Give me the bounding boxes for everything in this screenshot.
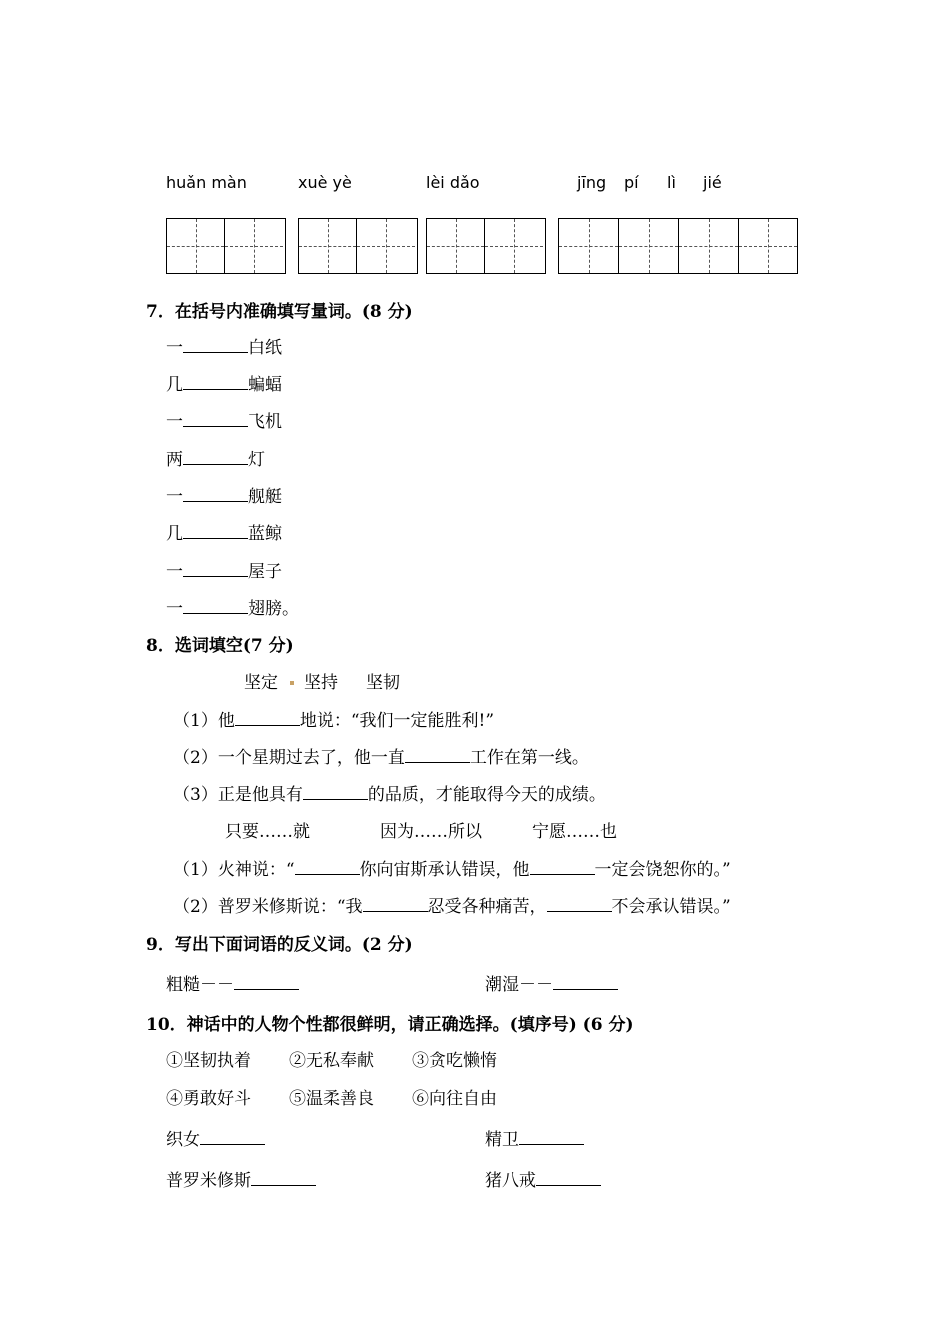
grid-cell[interactable] bbox=[427, 219, 485, 273]
answer-blank[interactable] bbox=[183, 483, 248, 502]
grid-cell[interactable] bbox=[357, 219, 415, 273]
grid-cell[interactable] bbox=[485, 219, 543, 273]
answer-blank[interactable] bbox=[530, 856, 595, 875]
answer-blank[interactable] bbox=[536, 1167, 601, 1186]
sentence-text: （1）火神说：“ bbox=[173, 860, 295, 880]
answer-blank[interactable] bbox=[183, 371, 248, 390]
answer-blank[interactable] bbox=[363, 893, 428, 912]
sentence-text: 一定会饶恕你的。” bbox=[594, 860, 731, 880]
sentence-text: （1）他 bbox=[173, 711, 235, 731]
answer-blank[interactable] bbox=[251, 1167, 316, 1186]
pinyin-jing: jīng bbox=[577, 173, 607, 192]
pinyin-li: lì bbox=[667, 173, 676, 192]
pinyin-leidao: lèi dǎo bbox=[426, 173, 480, 192]
grid-cell[interactable] bbox=[225, 219, 283, 273]
character-name: 织女 bbox=[166, 1130, 200, 1150]
item-noun: 蝙蝠 bbox=[248, 375, 282, 395]
sentence-text: （2）一个星期过去了，他一直 bbox=[173, 748, 405, 768]
measure-word-item bbox=[166, 407, 282, 432]
question-7-title: 7．在括号内准确填写量词。(8 分) bbox=[146, 302, 413, 322]
antonym-item bbox=[166, 970, 299, 995]
item-noun: 飞机 bbox=[248, 412, 282, 432]
pinyin-jie: jié bbox=[703, 173, 722, 192]
word-option: 坚韧 bbox=[366, 673, 400, 693]
item-noun: 蓝鲸 bbox=[248, 524, 282, 544]
antonym-word: 潮湿－－ bbox=[485, 975, 553, 995]
measure-word-item bbox=[166, 333, 282, 358]
answer-blank[interactable] bbox=[234, 971, 299, 990]
measure-word-item bbox=[166, 594, 299, 619]
item-prefix: 一 bbox=[166, 487, 183, 507]
answer-blank[interactable] bbox=[303, 781, 368, 800]
answer-blank[interactable] bbox=[553, 971, 618, 990]
word-option: 宁愿……也 bbox=[532, 822, 617, 842]
writing-grid-xueye[interactable] bbox=[298, 218, 418, 274]
sentence-text: 工作在第一线。 bbox=[469, 748, 589, 768]
item-noun: 屋子 bbox=[248, 562, 282, 582]
grid-cell[interactable] bbox=[619, 219, 679, 273]
character-name: 普罗米修斯 bbox=[166, 1171, 251, 1191]
character-item bbox=[166, 1166, 316, 1191]
character-name: 精卫 bbox=[485, 1130, 519, 1150]
dot-mark bbox=[290, 681, 294, 685]
antonym-word: 粗糙－－ bbox=[166, 975, 234, 995]
writing-grid-leidao[interactable] bbox=[426, 218, 546, 274]
word-option: 因为……所以 bbox=[380, 822, 482, 842]
option: ⑤温柔善良 bbox=[289, 1089, 374, 1109]
option: ③贪吃懒惰 bbox=[412, 1051, 497, 1071]
item-prefix: 一 bbox=[166, 599, 183, 619]
question-9-title: 9．写出下面词语的反义词。(2 分) bbox=[146, 935, 413, 955]
measure-word-item bbox=[166, 482, 282, 507]
answer-blank[interactable] bbox=[405, 744, 470, 763]
grid-cell[interactable] bbox=[679, 219, 739, 273]
writing-grid-jingpilijie[interactable] bbox=[558, 218, 798, 274]
fill-sentence bbox=[173, 855, 731, 880]
answer-blank[interactable] bbox=[295, 856, 360, 875]
option: ②无私奉献 bbox=[289, 1051, 374, 1071]
sentence-text: 不会承认错误。” bbox=[611, 897, 731, 917]
word-option: 只要……就 bbox=[225, 822, 310, 842]
word-bank-2 bbox=[225, 817, 617, 842]
sentence-text: （3）正是他具有 bbox=[173, 785, 303, 805]
question-8-title: 8．选词填空(7 分) bbox=[146, 636, 294, 656]
grid-cell[interactable] bbox=[559, 219, 619, 273]
fill-sentence bbox=[173, 706, 494, 731]
answer-blank[interactable] bbox=[183, 558, 248, 577]
grid-cell[interactable] bbox=[167, 219, 225, 273]
character-item bbox=[485, 1125, 584, 1150]
grid-cell[interactable] bbox=[299, 219, 357, 273]
answer-blank[interactable] bbox=[183, 446, 248, 465]
measure-word-item bbox=[166, 557, 282, 582]
sentence-text: 的品质，才能取得今天的成绩。 bbox=[367, 785, 606, 805]
answer-blank[interactable] bbox=[183, 334, 248, 353]
character-item bbox=[166, 1125, 265, 1150]
item-noun: 翅膀。 bbox=[248, 599, 299, 619]
measure-word-item bbox=[166, 445, 265, 470]
option: ⑥向往自由 bbox=[412, 1089, 497, 1109]
option: ①坚韧执着 bbox=[166, 1051, 251, 1071]
item-prefix: 一 bbox=[166, 562, 183, 582]
sentence-text: 忍受各种痛苦， bbox=[427, 897, 547, 917]
grid-cell[interactable] bbox=[739, 219, 797, 273]
fill-sentence bbox=[173, 892, 731, 917]
item-prefix: 一 bbox=[166, 338, 183, 358]
option: ④勇敢好斗 bbox=[166, 1089, 251, 1109]
item-prefix: 两 bbox=[166, 450, 183, 470]
item-prefix: 几 bbox=[166, 375, 183, 395]
pinyin-xueye: xuè yè bbox=[298, 173, 352, 192]
pinyin-huanman: huǎn màn bbox=[166, 173, 247, 192]
item-prefix: 几 bbox=[166, 524, 183, 544]
answer-blank[interactable] bbox=[235, 707, 300, 726]
answer-blank[interactable] bbox=[519, 1126, 584, 1145]
sentence-text: （2）普罗米修斯说：“我 bbox=[173, 897, 363, 917]
item-noun: 灯 bbox=[248, 450, 265, 470]
answer-blank[interactable] bbox=[183, 595, 248, 614]
pinyin-pi: pí bbox=[624, 173, 639, 192]
sentence-text: 你向宙斯承认错误，他 bbox=[359, 860, 530, 880]
word-option: 坚持 bbox=[304, 673, 338, 693]
sentence-text: 地说：“我们一定能胜利!” bbox=[299, 711, 495, 731]
option-row-1 bbox=[166, 1046, 497, 1071]
word-option: 坚定 bbox=[244, 673, 278, 693]
antonym-item bbox=[485, 970, 618, 995]
measure-word-item bbox=[166, 519, 282, 544]
fill-sentence bbox=[173, 743, 589, 768]
writing-grid-huanman[interactable] bbox=[166, 218, 286, 274]
measure-word-item bbox=[166, 370, 282, 395]
option-row-2 bbox=[166, 1084, 497, 1109]
fill-sentence bbox=[173, 780, 606, 805]
word-bank-1 bbox=[244, 668, 400, 693]
item-noun: 白纸 bbox=[248, 338, 282, 358]
item-noun: 舰艇 bbox=[248, 487, 282, 507]
answer-blank[interactable] bbox=[547, 893, 612, 912]
answer-blank[interactable] bbox=[183, 408, 248, 427]
character-item bbox=[485, 1166, 601, 1191]
item-prefix: 一 bbox=[166, 412, 183, 432]
answer-blank[interactable] bbox=[200, 1126, 265, 1145]
character-name: 猪八戒 bbox=[485, 1171, 536, 1191]
answer-blank[interactable] bbox=[183, 520, 248, 539]
question-10-title: 10．神话中的人物个性都很鲜明，请正确选择。(填序号) (6 分) bbox=[146, 1015, 634, 1035]
